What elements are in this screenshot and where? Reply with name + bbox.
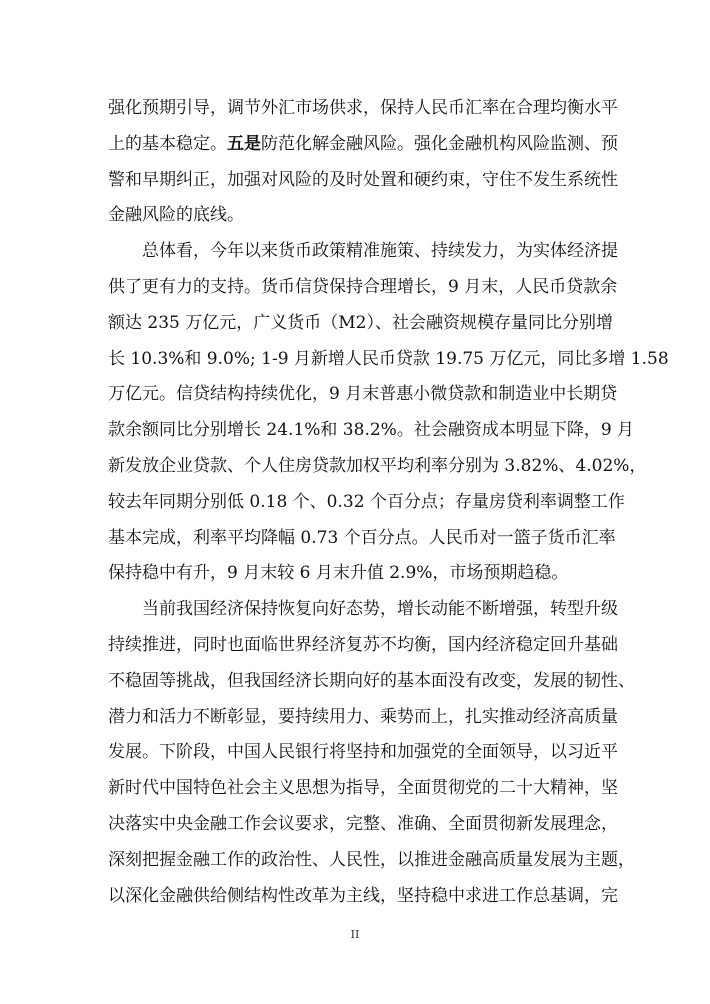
text-line — [108, 127, 618, 163]
bold-heading-term: 五是 — [227, 133, 261, 154]
text-line: 警和早期纠正，加强对风险的及时处置和硬约束，守住不发生系统性 — [108, 169, 618, 190]
text-line: 总体看，今年以来货币政策精准施策、持续发力，为实体经济提 — [142, 241, 618, 262]
text-line: 供了更有力的支持。货币信贷保持合理增长，9 月末，人民币贷款余 — [108, 276, 618, 297]
text-line: 额达 235 万亿元，广义货币（M2）、社会融资规模存量同比分别增 — [108, 312, 613, 333]
text-line: 以深化金融供给侧结构性改革为主线，坚持稳中求进工作总基调，完 — [108, 885, 618, 906]
text-line: 持续推进，同时也面临世界经济复苏不均衡，国内经济稳定回升基础 — [108, 634, 618, 655]
text-line: 当前我国经济保持恢复向好态势，增长动能不断增强，转型升级 — [142, 599, 618, 620]
text-line: 深刻把握金融工作的政治性、人民性，以推进金融高质量发展为主题， — [108, 849, 635, 870]
text-line: 新发放企业贷款、个人住房贷款加权平均利率分别为 3.82%、4.02%， — [108, 455, 647, 476]
page-number: II — [350, 928, 360, 941]
text-line: 基本完成，利率平均降幅 0.73 个百分点。人民币对一篮子货币汇率 — [108, 527, 616, 548]
text-line: 款余额同比分别增长 24.1%和 38.2%。社会融资成本明显下降，9 月 — [108, 420, 635, 441]
body-text — [108, 91, 669, 914]
text-line: 长 10.3%和 9.0%; 1-9 月新增人民币贷款 19.75 万亿元，同比多增 1.58 — [108, 348, 669, 369]
text-line: 发展。下阶段，中国人民银行将坚持和加强党的全面领导，以习近平 — [108, 742, 618, 763]
text-line: 不稳固等挑战，但我国经济长期向好的基本面没有改变，发展的韧性、 — [108, 670, 635, 691]
text-line: 保持稳中有升，9 月末较 6 月末升值 2.9%，市场预期趋稳。 — [108, 563, 569, 584]
text-line: 较去年同期分别低 0.18 个、0.32 个百分点；存量房贷利率调整工作 — [108, 491, 625, 512]
text-span: 防范化解金融风险。强化金融机构风险监测、预 — [261, 133, 618, 154]
text-line: 新时代中国特色社会主义思想为指导，全面贯彻党的二十大精神，坚 — [108, 778, 618, 799]
text-span: 上的基本稳定。 — [108, 133, 227, 154]
text-line: 强化预期引导，调节外汇市场供求，保持人民币汇率在合理均衡水平 — [108, 98, 618, 118]
text-line: 潜力和活力不断彰显，要持续用力、乘势而上，扎实推动经济高质量 — [108, 706, 618, 727]
text-line: 决落实中央金融工作会议要求，完整、准确、全面贯彻新发展理念， — [108, 813, 618, 834]
text-line: 万亿元。信贷结构持续优化，9 月末普惠小微贷款和制造业中长期贷 — [108, 384, 618, 405]
text-line: 金融风险的底线。 — [108, 205, 244, 226]
